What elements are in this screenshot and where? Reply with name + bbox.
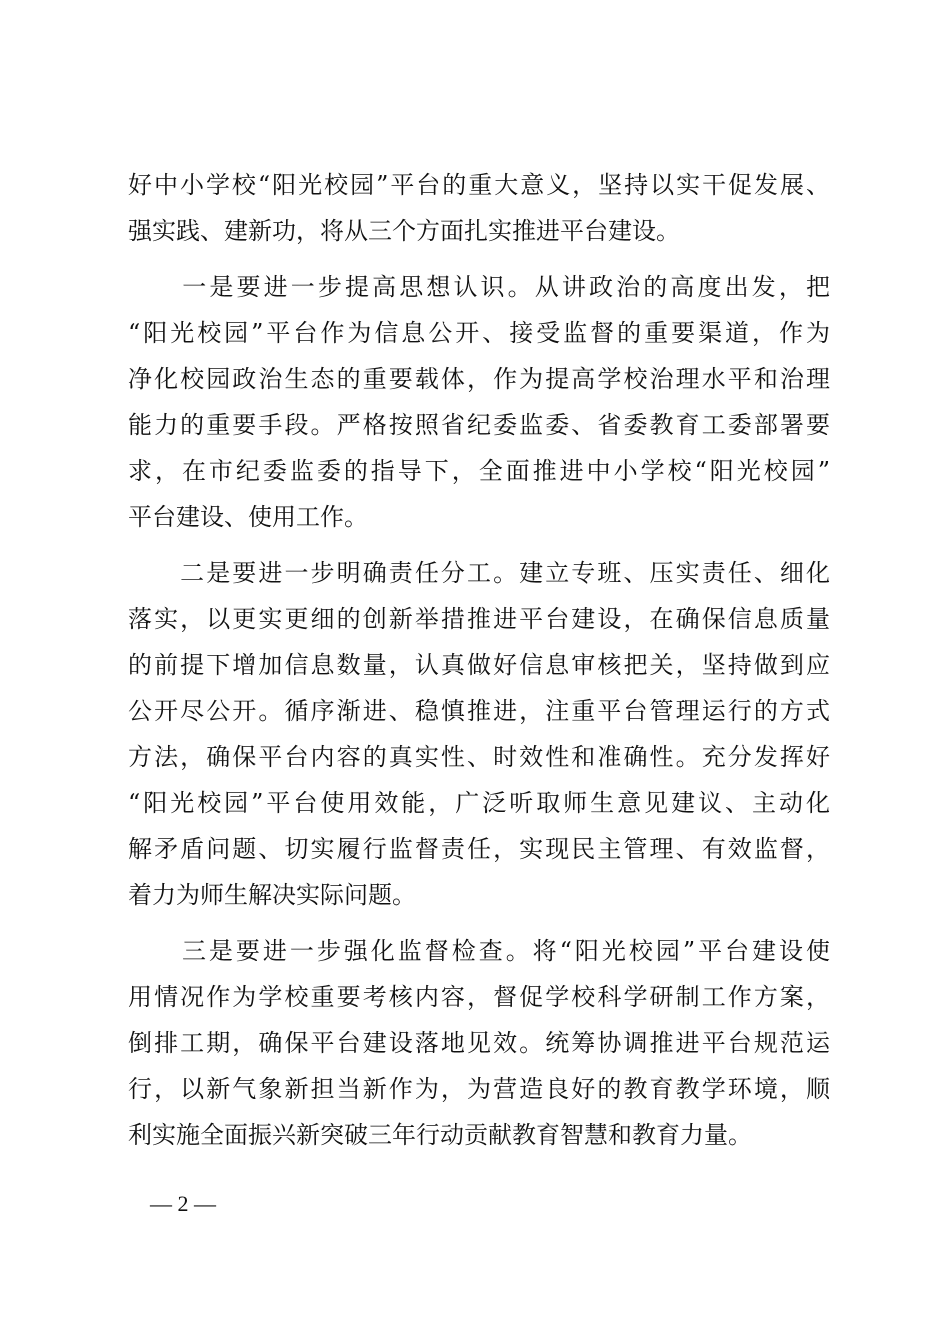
text-line: 强实践、建新功，将从三个方面扎实推进平台建设。 [128,217,680,245]
text-line: 着力为师生解决实际问题。 [128,881,416,909]
paragraph-point-two [128,550,830,918]
text-line: 好中小学校“阳光校园”平台的重大意义，坚持以实干促发展、 [128,171,830,199]
text-line: 方法，确保平台内容的真实性、时效性和准确性。充分发挥好 [128,743,830,771]
text-line: 三是要进一步强化监督检查。将“阳光校园”平台建设使 [128,937,830,965]
text-line: 平台建设、使用工作。 [128,503,368,531]
text-line: 一是要进一步提高思想认识。从讲政治的高度出发，把 [128,273,830,301]
paragraph-gap [128,254,830,264]
text-line: 解矛盾问题、切实履行监督责任，实现民主管理、有效监督， [128,835,830,863]
text-line: 行，以新气象新担当新作为，为营造良好的教育教学环境，顺 [128,1075,830,1103]
paragraph-gap [128,918,830,928]
text-line: “阳光校园”平台作为信息公开、接受监督的重要渠道，作为 [128,319,830,347]
text-line: 利实施全面振兴新突破三年行动贡献教育智慧和教育力量。 [128,1121,752,1149]
page-number: — 2 — [150,1191,216,1216]
text-line: 二是要进一步明确责任分工。建立专班、压实责任、细化 [128,559,830,587]
text-line: 的前提下增加信息数量，认真做好信息审核把关，坚持做到应 [128,651,830,679]
text-line: 倒排工期，确保平台建设落地见效。统筹协调推进平台规范运 [128,1029,830,1057]
paragraph-point-three [128,928,830,1158]
text-line: 落实，以更实更细的创新举措推进平台建设，在确保信息质量 [128,605,830,633]
text-line: 用情况作为学校重要考核内容，督促学校科学研制工作方案， [128,983,830,1011]
text-line: 净化校园政治生态的重要载体，作为提高学校治理水平和治理 [128,365,830,393]
paragraph-gap [128,540,830,550]
document-body [128,162,830,1158]
text-line: 公开尽公开。循序渐进、稳慎推进，注重平台管理运行的方式 [128,697,830,725]
text-line: 能力的重要手段。严格按照省纪委监委、省委教育工委部署要 [128,411,830,439]
text-line: “阳光校园”平台使用效能，广泛听取师生意见建议、主动化 [128,789,830,817]
paragraph-point-one [128,264,830,540]
paragraph-intro-continuation [128,162,830,254]
text-line: 求，在市纪委监委的指导下，全面推进中小学校“阳光校园” [128,457,830,485]
